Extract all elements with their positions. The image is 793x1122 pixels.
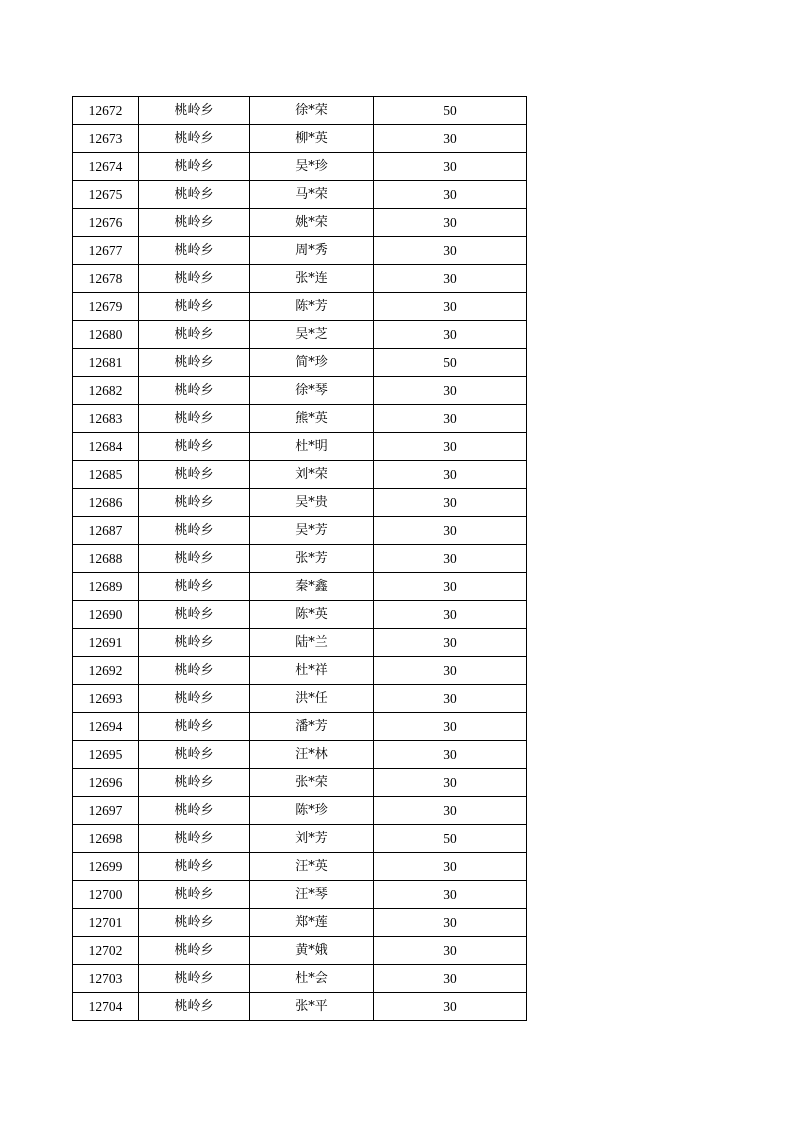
table-row — [73, 993, 527, 1021]
cell-id: 12689 — [73, 573, 139, 601]
table-row — [73, 237, 527, 265]
data-table — [72, 96, 527, 1021]
table-row — [73, 601, 527, 629]
table-row — [73, 517, 527, 545]
cell-name: 吴*芳 — [250, 517, 374, 545]
cell-name: 徐*荣 — [250, 97, 374, 125]
cell-township: 桃岭乡 — [139, 489, 250, 517]
table-body — [73, 97, 527, 1021]
table-row — [73, 377, 527, 405]
cell-name: 汪*琴 — [250, 881, 374, 909]
table-row — [73, 97, 527, 125]
cell-id: 12686 — [73, 489, 139, 517]
cell-amount: 30 — [374, 937, 527, 965]
cell-name: 洪*任 — [250, 685, 374, 713]
cell-township: 桃岭乡 — [139, 265, 250, 293]
cell-amount: 50 — [374, 97, 527, 125]
cell-name: 陈*珍 — [250, 797, 374, 825]
table-row — [73, 461, 527, 489]
cell-name: 熊*英 — [250, 405, 374, 433]
cell-township: 桃岭乡 — [139, 909, 250, 937]
cell-id: 12672 — [73, 97, 139, 125]
cell-amount: 30 — [374, 489, 527, 517]
cell-amount: 30 — [374, 265, 527, 293]
cell-name: 刘*芳 — [250, 825, 374, 853]
table-row — [73, 657, 527, 685]
table-row — [73, 937, 527, 965]
cell-amount: 30 — [374, 629, 527, 657]
cell-amount: 30 — [374, 965, 527, 993]
table-row — [73, 293, 527, 321]
cell-id: 12685 — [73, 461, 139, 489]
cell-amount: 30 — [374, 713, 527, 741]
cell-amount: 30 — [374, 881, 527, 909]
cell-amount: 30 — [374, 797, 527, 825]
cell-id: 12701 — [73, 909, 139, 937]
cell-amount: 30 — [374, 125, 527, 153]
cell-name: 张*平 — [250, 993, 374, 1021]
cell-id: 12698 — [73, 825, 139, 853]
cell-id: 12674 — [73, 153, 139, 181]
cell-id: 12696 — [73, 769, 139, 797]
cell-amount: 30 — [374, 433, 527, 461]
cell-name: 陈*芳 — [250, 293, 374, 321]
table-row — [73, 797, 527, 825]
cell-township: 桃岭乡 — [139, 629, 250, 657]
table-row — [73, 685, 527, 713]
cell-id: 12684 — [73, 433, 139, 461]
cell-id: 12688 — [73, 545, 139, 573]
table-row — [73, 741, 527, 769]
cell-name: 姚*荣 — [250, 209, 374, 237]
cell-amount: 30 — [374, 517, 527, 545]
cell-name: 马*荣 — [250, 181, 374, 209]
cell-township: 桃岭乡 — [139, 153, 250, 181]
cell-amount: 30 — [374, 741, 527, 769]
cell-name: 张*芳 — [250, 545, 374, 573]
cell-name: 吴*贵 — [250, 489, 374, 517]
cell-township: 桃岭乡 — [139, 237, 250, 265]
table-row — [73, 629, 527, 657]
cell-township: 桃岭乡 — [139, 461, 250, 489]
cell-name: 柳*英 — [250, 125, 374, 153]
cell-township: 桃岭乡 — [139, 601, 250, 629]
cell-township: 桃岭乡 — [139, 853, 250, 881]
cell-amount: 50 — [374, 349, 527, 377]
cell-amount: 30 — [374, 321, 527, 349]
table-row — [73, 209, 527, 237]
cell-id: 12700 — [73, 881, 139, 909]
cell-id: 12676 — [73, 209, 139, 237]
cell-township: 桃岭乡 — [139, 741, 250, 769]
cell-name: 秦*鑫 — [250, 573, 374, 601]
cell-name: 周*秀 — [250, 237, 374, 265]
cell-township: 桃岭乡 — [139, 405, 250, 433]
table-row — [73, 125, 527, 153]
cell-id: 12690 — [73, 601, 139, 629]
cell-amount: 30 — [374, 853, 527, 881]
cell-id: 12691 — [73, 629, 139, 657]
cell-amount: 50 — [374, 825, 527, 853]
cell-name: 潘*芳 — [250, 713, 374, 741]
cell-amount: 30 — [374, 601, 527, 629]
cell-id: 12694 — [73, 713, 139, 741]
cell-id: 12683 — [73, 405, 139, 433]
cell-name: 刘*荣 — [250, 461, 374, 489]
cell-name: 张*荣 — [250, 769, 374, 797]
cell-name: 杜*明 — [250, 433, 374, 461]
cell-township: 桃岭乡 — [139, 937, 250, 965]
cell-name: 郑*莲 — [250, 909, 374, 937]
table-row — [73, 769, 527, 797]
cell-township: 桃岭乡 — [139, 881, 250, 909]
cell-township: 桃岭乡 — [139, 657, 250, 685]
cell-township: 桃岭乡 — [139, 545, 250, 573]
cell-name: 杜*会 — [250, 965, 374, 993]
cell-township: 桃岭乡 — [139, 769, 250, 797]
cell-township: 桃岭乡 — [139, 349, 250, 377]
cell-name: 杜*祥 — [250, 657, 374, 685]
table-row — [73, 545, 527, 573]
cell-amount: 30 — [374, 573, 527, 601]
cell-id: 12702 — [73, 937, 139, 965]
cell-amount: 30 — [374, 657, 527, 685]
cell-id: 12682 — [73, 377, 139, 405]
cell-amount: 30 — [374, 769, 527, 797]
cell-name: 吴*珍 — [250, 153, 374, 181]
cell-name: 汪*林 — [250, 741, 374, 769]
table-row — [73, 573, 527, 601]
cell-name: 简*珍 — [250, 349, 374, 377]
cell-township: 桃岭乡 — [139, 685, 250, 713]
cell-amount: 30 — [374, 685, 527, 713]
table-row — [73, 265, 527, 293]
cell-amount: 30 — [374, 181, 527, 209]
cell-id: 12699 — [73, 853, 139, 881]
table-row — [73, 489, 527, 517]
cell-township: 桃岭乡 — [139, 965, 250, 993]
cell-id: 12679 — [73, 293, 139, 321]
cell-township: 桃岭乡 — [139, 181, 250, 209]
cell-amount: 30 — [374, 153, 527, 181]
cell-id: 12673 — [73, 125, 139, 153]
cell-township: 桃岭乡 — [139, 825, 250, 853]
cell-name: 吴*芝 — [250, 321, 374, 349]
cell-name: 汪*英 — [250, 853, 374, 881]
cell-id: 12677 — [73, 237, 139, 265]
cell-township: 桃岭乡 — [139, 293, 250, 321]
cell-township: 桃岭乡 — [139, 377, 250, 405]
cell-id: 12695 — [73, 741, 139, 769]
cell-amount: 30 — [374, 209, 527, 237]
table-row — [73, 853, 527, 881]
cell-township: 桃岭乡 — [139, 321, 250, 349]
cell-amount: 30 — [374, 461, 527, 489]
cell-amount: 30 — [374, 405, 527, 433]
cell-id: 12693 — [73, 685, 139, 713]
cell-township: 桃岭乡 — [139, 209, 250, 237]
cell-name: 陈*英 — [250, 601, 374, 629]
cell-id: 12675 — [73, 181, 139, 209]
cell-id: 12704 — [73, 993, 139, 1021]
cell-amount: 30 — [374, 909, 527, 937]
cell-name: 徐*琴 — [250, 377, 374, 405]
cell-township: 桃岭乡 — [139, 993, 250, 1021]
cell-amount: 30 — [374, 993, 527, 1021]
table-row — [73, 153, 527, 181]
cell-id: 12692 — [73, 657, 139, 685]
table-row — [73, 825, 527, 853]
cell-township: 桃岭乡 — [139, 573, 250, 601]
cell-id: 12687 — [73, 517, 139, 545]
cell-id: 12703 — [73, 965, 139, 993]
cell-township: 桃岭乡 — [139, 97, 250, 125]
table-row — [73, 965, 527, 993]
table-row — [73, 181, 527, 209]
cell-id: 12680 — [73, 321, 139, 349]
cell-amount: 30 — [374, 237, 527, 265]
table-row — [73, 713, 527, 741]
table-row — [73, 433, 527, 461]
cell-name: 陆*兰 — [250, 629, 374, 657]
table-row — [73, 881, 527, 909]
cell-amount: 30 — [374, 293, 527, 321]
cell-id: 12678 — [73, 265, 139, 293]
cell-id: 12681 — [73, 349, 139, 377]
cell-amount: 30 — [374, 377, 527, 405]
cell-township: 桃岭乡 — [139, 125, 250, 153]
table-row — [73, 909, 527, 937]
cell-amount: 30 — [374, 545, 527, 573]
table-row — [73, 349, 527, 377]
cell-name: 黄*娥 — [250, 937, 374, 965]
table-row — [73, 321, 527, 349]
cell-name: 张*连 — [250, 265, 374, 293]
cell-township: 桃岭乡 — [139, 517, 250, 545]
cell-township: 桃岭乡 — [139, 433, 250, 461]
cell-id: 12697 — [73, 797, 139, 825]
table-row — [73, 405, 527, 433]
cell-township: 桃岭乡 — [139, 713, 250, 741]
cell-township: 桃岭乡 — [139, 797, 250, 825]
